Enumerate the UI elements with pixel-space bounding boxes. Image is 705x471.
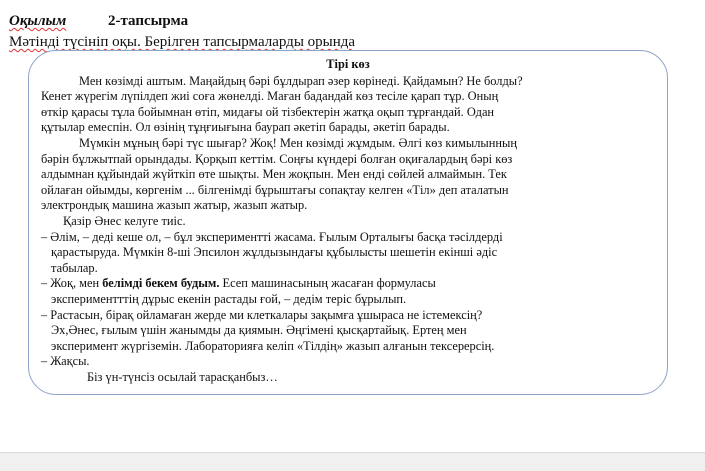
task-header [9, 13, 188, 30]
text-line: құтылар емеспін. Ол өзінің тұңғиығына баурап әкетіп барады, әкетіп барады. [41, 120, 450, 135]
instruction-text: Мәтінді түсініп оқы. Берілген тапсырмаларды орында [9, 34, 356, 50]
text-line: бәрін бұлжытпай орындады. Қорқып кеттім. Соңғы күндері болған оқиғалардың бәрі көз [41, 151, 513, 166]
text-line: экспериментттің дұрыс екенін растады ғой, – дедім теріс бұрылып. [51, 291, 407, 306]
bottom-bar [0, 452, 705, 471]
text-line: – Жақсы. [41, 354, 90, 369]
task-label: 2-тапсырма [107, 13, 189, 29]
text-line: Кенет жүрегім лүпілдеп жиі соға жөнелді. Маған бадандай көз тесіле қарап тұр. Оның [41, 89, 499, 104]
text-line-mixed [41, 276, 655, 292]
text-line: алдымнан құйындай жүйткіп өте шықты. Мен жоқпын. Мен енді сөйлей алмаймын. Тек [41, 167, 507, 182]
text-line: қарастыруда. Мүмкін 8-ші Эпсилон жұлдызындағы құбылысты шешетін екінші әдіс [51, 245, 498, 260]
text-line: электрондық машина жазып жатыр, жазып жатыр. [41, 198, 308, 213]
reading-text-box [28, 50, 668, 395]
bold-fragment: белімді бекем будым. [102, 276, 220, 291]
text-line: табылар. [51, 260, 98, 275]
text-line: Мүмкін мұның бәрі түс шығар? Жоқ! Мен көзімді жұмдым. Әлгі көз кимылынның [79, 135, 517, 150]
text-line: ойлаған ойымды, көргенім ... білгенімді бұрыштағы сопақтау келген «Тіл» деп аталатын [41, 182, 509, 197]
text-line: – Әлім, – деді кеше ол, – бұл экспериментті жасама. Ғылым Орталығы басқа тәсілдерді [41, 229, 503, 244]
text-line: Біз үн-түнсіз осылай тарасқанбыз… [87, 369, 278, 384]
text-line: – Растасын, бірақ ойламаған жерде ми клеткалары зақымға ұшыраса не істемексің? [41, 307, 483, 322]
text-fragment: Есеп машинасының жасаған формуласы [219, 276, 436, 291]
text-line: Эх,Әнес, ғылым үшін жанымды да қиямын. Әңгімені қысқартайық. Ертең мен [51, 323, 467, 338]
text-line: Қазір Әнес келуге тиіс. [63, 213, 186, 228]
text-title: Тірі көз [326, 57, 370, 71]
text-line: Мен көзімді аштым. Маңайдың бәрі бұлдырап әзер көрінеді. Қайдамын? Не болды? [79, 73, 523, 88]
text-line: өткір қарасы тұла бойымнан өтіп, мидағы ой тізбектерін жатқа оқып тұрғандай. Одан [41, 104, 495, 119]
text-line: эксперимент жүргіземін. Лабораторияға келіп «Тілдің» жазып алғанын тексерерсің. [51, 338, 495, 353]
text-fragment: – Жоқ, мен [41, 276, 103, 291]
section-label: Оқылым [9, 13, 67, 29]
